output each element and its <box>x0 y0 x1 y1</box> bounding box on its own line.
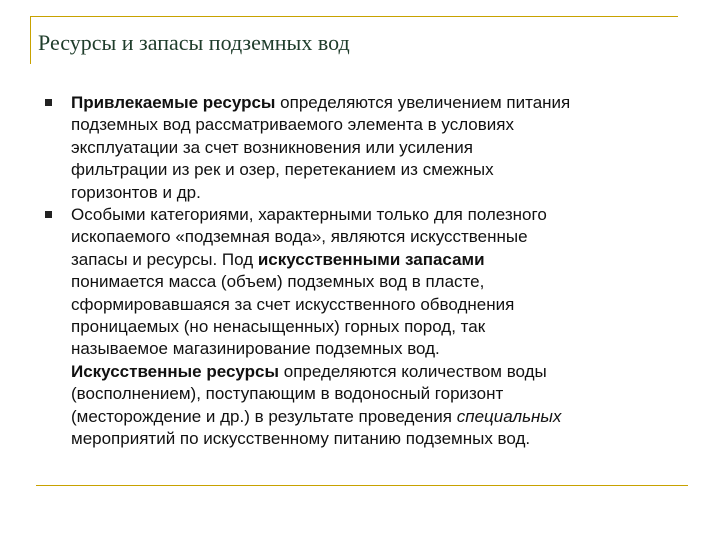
text-run: сформировавшаяся за счет искусственного обводнения <box>71 294 515 314</box>
bullet-line <box>71 271 704 293</box>
bullet-item <box>44 92 704 204</box>
slide-body <box>44 92 704 451</box>
bold-term: искусственными запасами <box>257 249 485 269</box>
text-run: фильтрации из рек и озер, перетеканием из смежных <box>71 160 494 180</box>
frame-top-rule <box>30 16 678 17</box>
bold-term: Привлекаемые ресурсы <box>71 93 276 112</box>
text-run: ископаемого «подземная вода», являются искусственные <box>71 227 528 247</box>
square-bullet-icon <box>45 211 52 218</box>
text-run: определяются количеством воды <box>279 361 547 381</box>
text-run: определяются увеличением питания <box>275 93 571 112</box>
bullet-line <box>71 361 704 383</box>
frame-left-accent <box>30 16 31 64</box>
bullet-line <box>71 92 704 114</box>
text-run: проницаемых (но ненасыщенных) горных пород, так <box>71 317 486 337</box>
bullet-line <box>71 249 704 271</box>
text-run: запасы и ресурсы. Под <box>71 249 258 269</box>
bold-term: Искусственные ресурсы <box>71 361 280 381</box>
text-run: эксплуатации за счет возникновения или усиления <box>71 137 473 157</box>
text-run: подземных вод рассматриваемого элемента в условиях <box>71 115 514 135</box>
italic-text: специальных <box>456 406 562 426</box>
bullet-line <box>71 182 704 204</box>
bullet-item <box>44 204 704 450</box>
text-run: называемое магазинирование подземных вод. <box>71 339 440 359</box>
square-bullet-icon <box>45 99 52 106</box>
bullet-line <box>71 338 704 360</box>
text-run: Особыми категориями, характерными только для полезного <box>71 205 547 225</box>
text-run: горизонтов и др. <box>71 182 201 202</box>
bullet-line <box>71 204 704 226</box>
bullet-line <box>71 294 704 316</box>
bullet-line <box>71 428 704 450</box>
text-run: понимается масса (объем) подземных вод в пласте, <box>71 272 485 292</box>
bullet-line <box>71 159 704 181</box>
bullet-line <box>71 226 704 248</box>
bullet-line <box>71 114 704 136</box>
text-run: (месторождение и др.) в результате проведения <box>71 406 457 426</box>
bullet-line <box>71 316 704 338</box>
slide-title: Ресурсы и запасы подземных вод <box>38 30 350 55</box>
bullet-line <box>71 137 704 159</box>
bullet-line <box>71 383 704 405</box>
text-run: (восполнением), поступающим в водоносный горизонт <box>71 384 504 404</box>
bottom-rule <box>36 485 688 486</box>
text-run: мероприятий по искусственному питанию подземных вод. <box>71 429 531 449</box>
bullet-line <box>71 406 704 428</box>
